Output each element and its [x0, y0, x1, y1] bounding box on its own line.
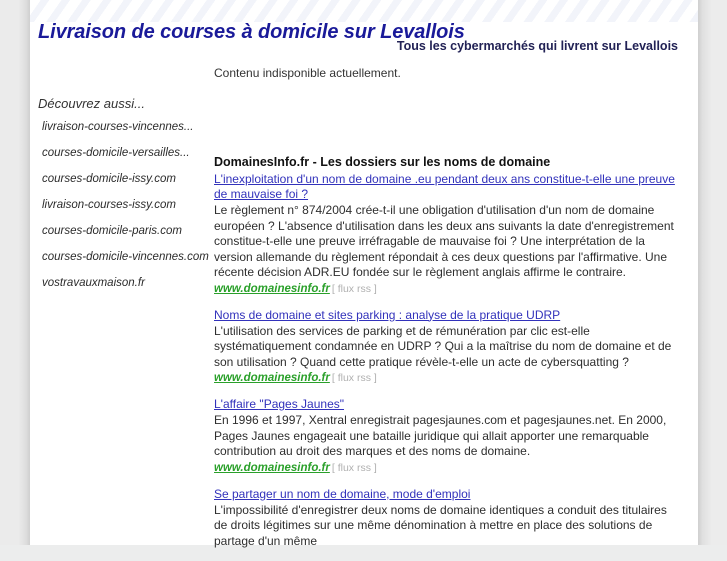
- source-domain-link[interactable]: www.domainesinfo.fr: [214, 282, 330, 295]
- list-item: [42, 146, 210, 160]
- sidebar-item-livraison-courses-vincennes[interactable]: livraison-courses-vincennes...: [42, 121, 194, 133]
- list-item: [42, 250, 210, 264]
- article-item: [214, 397, 680, 475]
- article-link[interactable]: L'affaire "Pages Jaunes": [214, 397, 345, 411]
- source-domain-link[interactable]: www.domainesinfo.fr: [214, 461, 330, 474]
- sidebar-item-livraison-courses-issy[interactable]: livraison-courses-issy.com: [42, 199, 176, 211]
- article-body: L'utilisation des services de parking et de rémunération par clic est-elle systématiquement condamnée en UDRP ? Qui a la maîtrise du nom de domaine et de son utilisation ? Quand cette pratique révèle-t-elle un acte de cybersquatting ?: [214, 323, 672, 369]
- list-item: [42, 276, 210, 290]
- article-source: [214, 461, 680, 475]
- rss-feed-label[interactable]: [ flux rss ]: [331, 461, 377, 474]
- page-tagline: Tous les cybermarchés qui livrent sur Levallois: [396, 39, 678, 53]
- list-item: [42, 172, 210, 186]
- rss-feed-label[interactable]: [ flux rss ]: [331, 282, 377, 295]
- sidebar-item-courses-domicile-issy[interactable]: courses-domicile-issy.com: [42, 173, 176, 185]
- sidebar-item-courses-domicile-vincennes[interactable]: courses-domicile-vincennes.com: [42, 251, 209, 263]
- sidebar-link-list: [38, 120, 210, 290]
- sidebar-item-courses-domicile-versailles[interactable]: courses-domicile-versailles...: [42, 147, 190, 159]
- article-item: [214, 172, 680, 296]
- sidebar-item-courses-domicile-paris[interactable]: courses-domicile-paris.com: [42, 225, 182, 237]
- article-link[interactable]: Noms de domaine et sites parking : analyse de la pratique UDRP: [214, 307, 561, 322]
- article-item: [214, 308, 680, 386]
- article-item: [214, 487, 680, 550]
- article-body: Le règlement n° 874/2004 crée-t-il une obligation d'utilisation d'un nom de domaine européen ? L'absence d'utilisation dans les deux ans suivants la date d'enregistrement constitue-t-elle une preuve irréfragable de mauvaise foi ? Une interprétation de la version allemande du règlement répondait à ces deux questions par l'affirmative. Une récente décision ADR.EU fondée sur le règlement anglais affirme le contraire.: [214, 203, 674, 279]
- sidebar-item-vostravauxmaison[interactable]: vostravauxmaison.fr: [42, 277, 145, 289]
- article-link[interactable]: Se partager un nom de domaine, mode d'emploi: [214, 486, 471, 501]
- content-unavailable-notice: Contenu indisponible actuellement.: [214, 66, 401, 80]
- striped-header-band: [30, 0, 698, 22]
- list-item: [42, 224, 210, 238]
- list-item: [42, 120, 210, 134]
- right-page-gutter: [698, 0, 727, 545]
- article-source: [214, 282, 680, 296]
- main-content-column: [214, 155, 680, 561]
- article-link[interactable]: L'inexploitation d'un nom de domaine .eu pendant deux ans constitue-t-elle une preuve de mauvaise foi ?: [214, 172, 675, 201]
- rss-feed-label[interactable]: [ flux rss ]: [331, 372, 377, 384]
- article-body: L'impossibilité d'enregistrer deux noms de domaine identiques a conduit des titulaires de droits légitimes sur une même dénomination à mettre en place des solutions de partage d'un même: [214, 502, 667, 548]
- list-item: [42, 198, 210, 212]
- feed-title: DomainesInfo.fr - Les dossiers sur les noms de domaine: [214, 155, 551, 169]
- sidebar: [38, 96, 210, 302]
- page-title: Livraison de courses à domicile sur Levallois: [38, 21, 465, 44]
- article-body: En 1996 et 1997, Xentral enregistrait pagesjaunes.com et pagesjaunes.net. En 2000, Pages Jaunes engageait une bataille juridique qui allait apporter une remarquable contribution au droit des marques et des noms de domaine.: [214, 413, 667, 458]
- sidebar-heading: Découvrez aussi...: [38, 96, 145, 111]
- article-source: [214, 371, 680, 385]
- source-domain-link[interactable]: www.domainesinfo.fr: [214, 372, 330, 384]
- left-page-gutter: [0, 0, 30, 545]
